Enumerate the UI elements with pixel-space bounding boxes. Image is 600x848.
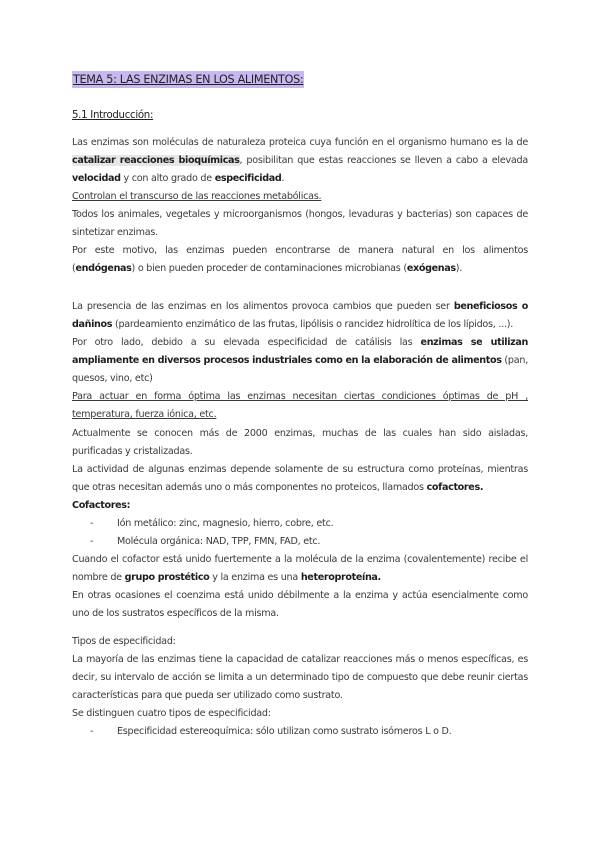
- coenzyme-paragraph: En otras ocasiones el coenzima está unido débilmente a la enzima y actúa esencialmente como uno de los sustratos específicos de la misma.: [72, 590, 528, 619]
- term-especificidad: especificidad: [214, 173, 282, 184]
- intro-paragraph: Las enzimas son moléculas de naturaleza proteica cuya función en el organismo humano es la de catalizar reacciones bioquímicas, posibilitan que estas reacciones se lleven a cabo a elevada velocidad y con alto grado de especificidad.: [72, 137, 528, 184]
- list-item: - Ión metálico: zinc, magnesio, hierro, cobre, etc.: [90, 518, 334, 529]
- term-velocidad: velocidad: [72, 173, 121, 184]
- known-paragraph: Actualmente se conocen más de 2000 enzimas, muchas de las cuales han sido aisladas, purificadas y cristalizadas.: [72, 428, 528, 457]
- document-title: TEMA 5: LAS ENZIMAS EN LOS ALIMENTOS:: [73, 73, 304, 86]
- underlined-conditions: Para actuar en forma óptima las enzimas necesitan ciertas condiciones óptimas de pH , temperatura, fuerza iónica, etc.: [72, 391, 528, 420]
- intro-block: [72, 134, 528, 278]
- organisms-paragraph: Todos los animales, vegetales y microorganismos (hongos, levaduras y bacterias) son capaces de sintetizar enzimas.: [72, 209, 528, 238]
- term-exogenas: exógenas: [406, 263, 456, 274]
- term-beneficiosos: beneficiosos o dañinos: [72, 301, 528, 330]
- underlined-note: Controlan el transcurso de las reacciones metabólicas.: [72, 191, 322, 202]
- term-catalizar: catalizar reacciones bioquímicas: [72, 155, 240, 166]
- industrial-paragraph: Por otro lado, debido a su elevada especificidad de catálisis las enzimas se utilizan ampliamente en diversos procesos industriales como en la elaboración de alimentos (pan, quesos, vino, etc): [72, 337, 528, 384]
- term-cofactores: cofactores.: [426, 482, 484, 493]
- term-grupo-prostetico: grupo prostético: [124, 572, 210, 583]
- cofactores-heading: Cofactores:: [72, 500, 131, 511]
- term-heteroproteina: heteroproteína.: [300, 572, 381, 583]
- types-heading: Tipos de especificidad:: [72, 636, 176, 647]
- list-item: - Especificidad estereoquímica: sólo utilizan como sustrato isómeros L o D.: [90, 726, 452, 737]
- presence-paragraph: La presencia de las enzimas en los alimentos provoca cambios que pueden ser beneficiosos o dañinos (pardeamiento enzimático de las frutas, lipólisis o rancidez hidrolítica de los lípidos, ...).: [72, 301, 528, 330]
- specificity-block: [72, 633, 528, 741]
- presence-block: [72, 298, 528, 424]
- list-item: - Molécula orgánica: NAD, TPP, FMN, FAD, etc.: [90, 536, 321, 547]
- bound-paragraph: Cuando el cofactor está unido fuertemente a la molécula de la enzima (covalentemente) recibe el nombre de grupo prostético y la enzima es una heteroproteína.: [72, 554, 528, 583]
- cofactor-block: [72, 425, 528, 623]
- natural-paragraph: Por este motivo, las enzimas pueden encontrarse de manera natural en los alimentos (endógenas) o bien pueden proceder de contaminaciones microbianas (exógenas).: [72, 245, 528, 274]
- majority-paragraph: La mayoría de las enzimas tiene la capacidad de catalizar reacciones más o menos específicas, es decir, su intervalo de acción se limita a un determinado tipo de compuesto que debe reunir ciertas características para que pueda ser utilizado como sustrato.: [72, 654, 528, 701]
- term-endogenas: endógenas: [75, 263, 132, 274]
- activity-paragraph: La actividad de algunas enzimas depende solamente de su estructura como proteínas, mientras que otras necesitan además uno o más componentes no proteicos, llamados cofactores.: [72, 464, 528, 493]
- distinguish-paragraph: Se distinguen cuatro tipos de especificidad:: [72, 708, 271, 719]
- section-heading: 5.1 Introducción:: [72, 110, 154, 121]
- term-procesos-industriales: enzimas se utilizan ampliamente en diversos procesos industriales como en la elaboración de alimentos: [72, 337, 528, 366]
